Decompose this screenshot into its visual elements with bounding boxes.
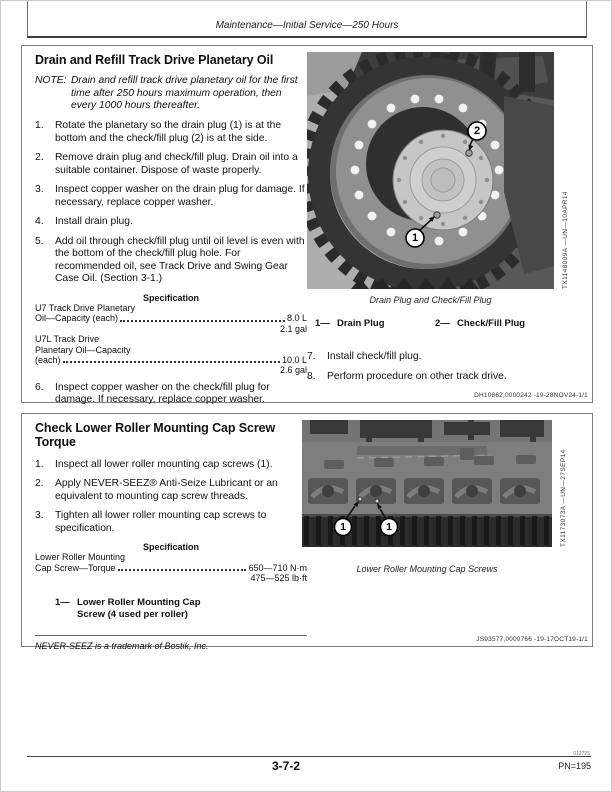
step-number: 6. <box>35 381 44 393</box>
step-text: Inspect copper washer on the check/fill plug for damage. If necessary, replace copper washer. <box>55 381 270 406</box>
figure2-image-id: TX1173073A —UN—27SEP14 <box>560 449 567 547</box>
step-item <box>35 236 307 286</box>
step-item <box>307 351 589 364</box>
drain-plug <box>434 212 440 218</box>
section1-doc-code: DH10862,0000242 -19-28NOV24-1/1 <box>474 392 588 399</box>
step-number: 2. <box>35 478 44 490</box>
spec-row: 475—525 lb·ft <box>250 573 307 584</box>
spec-row: U7 Track Drive Planetary <box>35 303 136 314</box>
step-text: Tighten all lower roller mounting cap screws to specification. <box>55 510 267 534</box>
figure1-caption: Drain Plug and Check/Fill Plug <box>369 295 492 305</box>
footer-rule <box>27 756 591 757</box>
step-text: Apply NEVER-SEEZ® Anti-Seize Lubricant or an equivalent to mounting cap screw threads. <box>55 478 278 502</box>
note-label: NOTE: <box>35 75 67 87</box>
track-drive-illustration <box>307 52 554 289</box>
lower-roller-illustration <box>302 420 552 547</box>
callout-1a <box>335 519 352 536</box>
step-text: Add oil through check/fill plug until oil level is even with the bottom of the check/fill plug hole. For recommended oil, see Track Drive and Swing Gear Case Oil. (Section 3-1.) <box>55 235 305 285</box>
callout-1 <box>406 229 424 247</box>
figure1-legend <box>315 318 575 329</box>
page-header <box>27 1 587 38</box>
step-number: 1. <box>35 458 44 470</box>
step-number: 8. <box>307 370 316 382</box>
section1-note <box>35 75 307 113</box>
step-item <box>35 510 307 535</box>
legend-number: 1— <box>55 596 70 608</box>
footer-page-number: 3-7-2 <box>271 759 300 773</box>
step-number: 2. <box>35 152 44 164</box>
dot-leader <box>63 355 280 363</box>
svg-text:2: 2 <box>473 125 481 137</box>
legend-number: 2— <box>435 318 450 329</box>
step-number: 1. <box>35 120 44 132</box>
legend-number: 1— <box>315 318 330 329</box>
step-item <box>35 382 307 407</box>
spec-heading: Specification <box>142 293 199 304</box>
note-text: Drain and refill track drive planetary oil for the first time after 250 hours maximum operation, then every 1000 hours thereafter. <box>71 75 298 112</box>
callout-1b <box>381 519 398 536</box>
step-text: Inspect copper washer on the drain plug for damage. If necessary, replace copper washer. <box>55 184 305 208</box>
step-item <box>35 478 307 503</box>
legend-label: Check/Fill Plug <box>457 318 526 329</box>
step-item <box>35 120 307 145</box>
page-header-title: Maintenance—Initial Service—250 Hours <box>215 20 399 31</box>
svg-text:1: 1 <box>386 521 392 533</box>
step-item <box>35 152 307 177</box>
figure-lower-rollers <box>302 420 552 547</box>
section2-title: Check Lower Roller Mounting Cap Screw Torque <box>35 421 276 450</box>
step-item <box>35 459 307 472</box>
legend-label: Drain Plug <box>337 318 385 329</box>
step-item <box>35 216 307 229</box>
dot-leader <box>118 563 247 571</box>
section2-legend <box>55 597 307 621</box>
section1-left-column <box>35 53 307 407</box>
section1-right-steps <box>307 351 589 383</box>
spec-label: Oil—Capacity (each) <box>35 313 119 324</box>
trademark-separator <box>35 635 307 636</box>
svg-text:1: 1 <box>411 232 419 244</box>
spec-label: Cap Screw—Torque <box>35 562 116 573</box>
footer-print-code: 012725 <box>573 751 590 757</box>
step-text: Perform procedure on other track drive. <box>327 370 507 382</box>
step-text: Install drain plug. <box>55 216 133 228</box>
legend-item <box>435 318 525 329</box>
footer-part-code: PN=195 <box>558 761 591 771</box>
spec-row: 2.6 gal <box>279 365 307 376</box>
spec-row <box>35 563 307 573</box>
legend-label: Lower Roller Mounting Cap Screw (4 used per roller) <box>77 596 201 620</box>
spec-row: 2.1 gal <box>279 323 307 334</box>
spec-row <box>35 355 307 365</box>
step-item <box>307 371 589 384</box>
spec-value: 650—710 N·m <box>248 562 307 573</box>
spec-row: U7L Track Drive <box>35 334 100 345</box>
spec-label: (each) <box>35 355 61 366</box>
section-drain-refill <box>21 45 593 406</box>
section1-title: Drain and Refill Track Drive Planetary Oil <box>35 53 274 67</box>
step-text: Inspect all lower roller mounting cap screws (1). <box>55 458 273 470</box>
step-item <box>35 184 307 209</box>
figure-track-drive-planetary <box>307 52 554 289</box>
trademark-note: NEVER-SEEZ is a trademark of Bostik, Inc. <box>35 641 209 652</box>
step-number: 3. <box>35 510 44 522</box>
section2-doc-code: JS93577,0000766 -19-17OCT19-1/1 <box>476 636 588 643</box>
dot-leader <box>120 314 285 322</box>
step-number: 7. <box>307 351 316 362</box>
spec-row: Planetary Oil—Capacity <box>35 344 131 355</box>
spec-value: 8.0 L <box>286 313 307 324</box>
figure2-caption: Lower Roller Mounting Cap Screws <box>356 564 498 574</box>
step-text: Remove drain plug and check/fill plug. Drain oil into a suitable container. Dispose of waste properly. <box>55 152 298 176</box>
step-text: Install check/fill plug. <box>327 351 422 362</box>
step-number: 4. <box>35 216 44 228</box>
spec-heading: Specification <box>142 542 199 553</box>
figure1-image-id: TX1148009A —UN—10APR14 <box>562 191 569 289</box>
svg-text:1: 1 <box>340 521 346 533</box>
legend-item <box>315 318 435 329</box>
spec-value: 10.0 L <box>281 355 307 366</box>
step-text: Rotate the planetary so the drain plug (1) is at the bottom and the check/fill plug (2) is at the side. <box>55 120 282 144</box>
step-number: 5. <box>35 235 44 247</box>
section-lower-roller-torque <box>21 413 593 652</box>
section2-left-column <box>35 421 307 651</box>
spec-row: Lower Roller Mounting <box>35 552 126 563</box>
callout-2 <box>468 122 486 140</box>
step-number: 3. <box>35 184 44 196</box>
spec-row <box>35 313 307 323</box>
